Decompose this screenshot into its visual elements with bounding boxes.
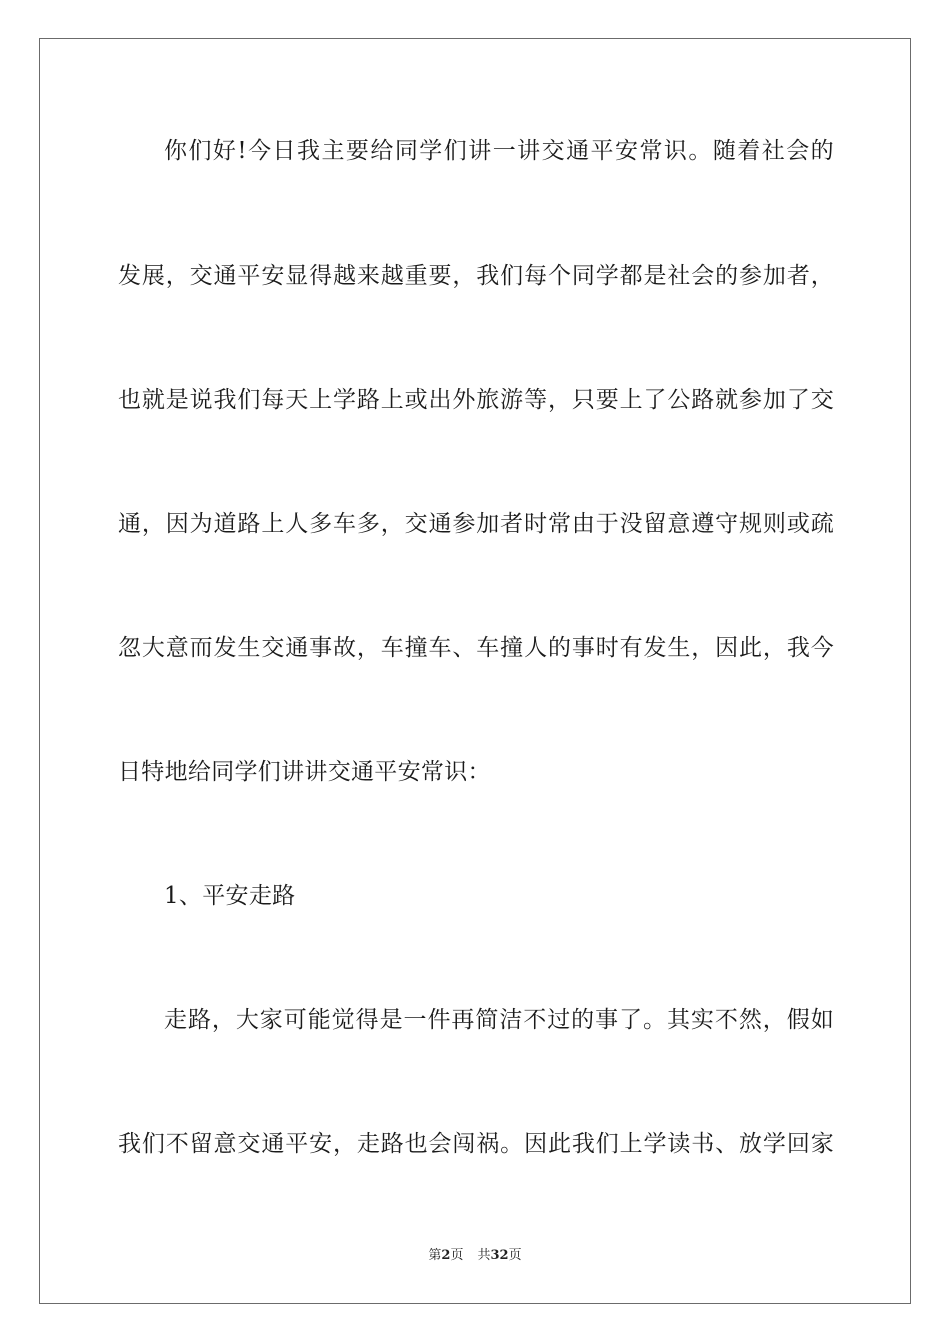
- paragraph-line-7: 走路，大家可能觉得是一件再简洁不过的事了。其实不然，假如: [164, 1007, 834, 1033]
- footer-page-number: 2: [441, 1248, 451, 1263]
- footer-total-pages: 32: [490, 1248, 509, 1263]
- paragraph-line-6: 日特地给同学们讲讲交通平安常识：: [118, 759, 491, 785]
- footer-page-suffix: 页: [450, 1248, 464, 1263]
- paragraph-line-8: 我们不留意交通平安，走路也会闯祸。因此我们上学读书、放学回家: [118, 1131, 834, 1157]
- paragraph-line-3: 也就是说我们每天上学路上或出外旅游等，只要上了公路就参加了交: [118, 387, 834, 413]
- section-heading: 1、平安走路: [164, 883, 296, 909]
- paragraph-line-5: 忽大意而发生交通事故，车撞车、车撞人的事时有发生，因此，我今: [118, 635, 834, 661]
- footer-page-prefix: 第: [428, 1248, 442, 1263]
- paragraph-line-1: 你们好!今日我主要给同学们讲一讲交通平安常识。随着社会的: [164, 138, 834, 164]
- paragraph-line-2: 发展，交通平安显得越来越重要，我们每个同学都是社会的参加者，: [118, 263, 834, 289]
- page-footer: [0, 1247, 950, 1265]
- page-border: [39, 38, 911, 1304]
- paragraph-line-4: 通，因为道路上人多车多，交通参加者时常由于没留意遵守规则或疏: [118, 511, 834, 537]
- footer-total-suffix: 页: [508, 1248, 522, 1263]
- footer-total-prefix: 共: [477, 1248, 491, 1263]
